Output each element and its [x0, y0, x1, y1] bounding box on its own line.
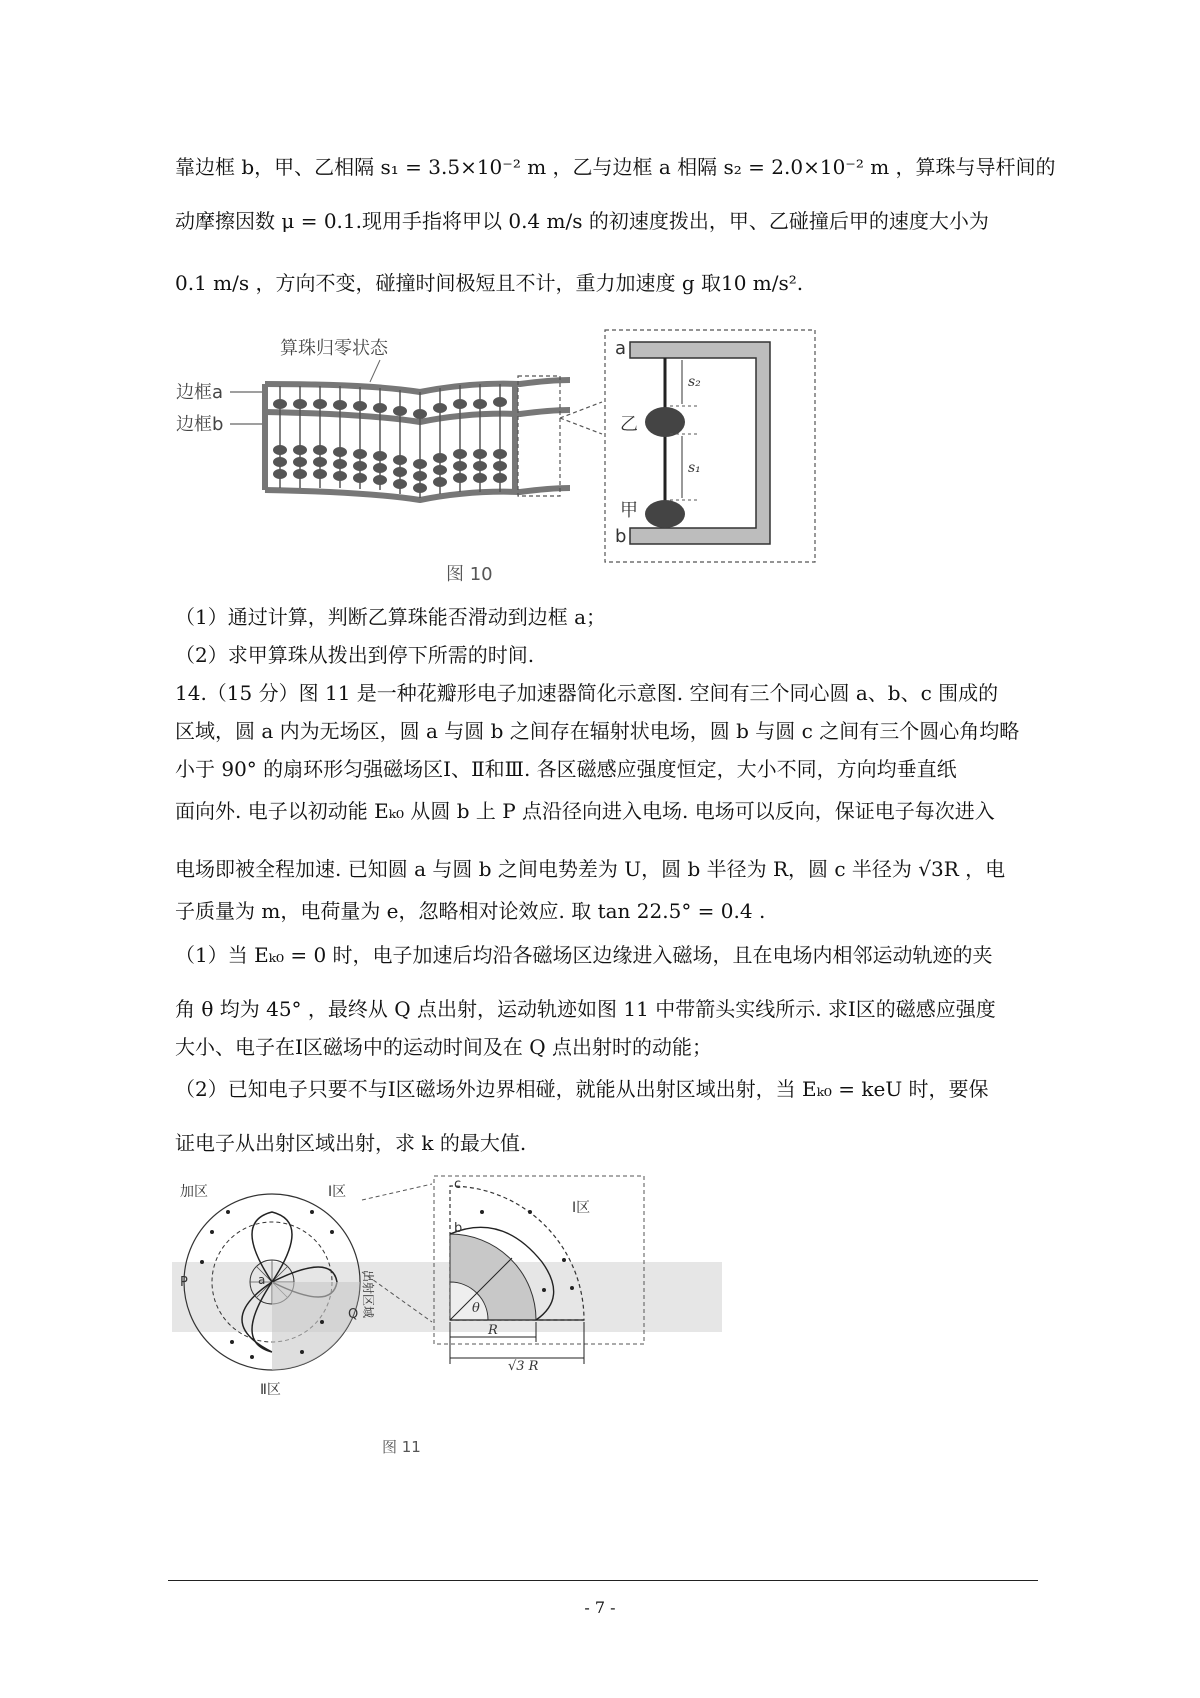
sub-question-2-line1: （2）已知电子只要不与Ⅰ区磁场外边界相碰，就能从出射区域出射，当 Eₖ₀ = keU 时，要保: [175, 1077, 989, 1101]
problem-14-line6: 子质量为 m，电荷量为 e，忽略相对论效应. 取 tan 22.5° = 0.4 .: [175, 899, 766, 923]
sub-question-2-line2: 证电子从出射区域出射，求 k 的最大值.: [175, 1131, 527, 1155]
fig11-b: b: [454, 1221, 463, 1236]
page-number: - 7 -: [584, 1598, 616, 1617]
fig11-region-II: Ⅱ区: [260, 1382, 281, 1398]
figure-10-abacus: [170, 322, 870, 622]
fig11-a: a: [258, 1273, 266, 1287]
fig10-s1: s₁: [688, 460, 701, 476]
fig11-exit: 出射区域: [361, 1270, 375, 1319]
fig11-region-I: Ⅰ区: [328, 1184, 347, 1200]
problem-14-line4: 面向外. 电子以初动能 Eₖ₀ 从圆 b 上 P 点沿径向进入电场. 电场可以反向，保证电子每次进入: [175, 799, 995, 823]
fig10-label-b: b: [615, 526, 627, 547]
bead-jia-mark: [645, 500, 685, 528]
paragraph-p1: 靠边框 b，甲、乙相隔 s₁ = 3.5×10⁻² m ，乙与边框 a 相隔 s₂ = 2.0×10⁻² m ，算珠与导杆间的: [175, 155, 1056, 179]
fig10-bead-jia: 甲: [620, 500, 638, 521]
fig11-Q: Q: [348, 1307, 359, 1322]
fig11-caption: 图 11: [382, 1438, 421, 1456]
fig10-bead-yi: 乙: [620, 414, 638, 435]
problem-14-line5: 电场即被全程加速. 已知圆 a 与圆 b 之间电势差为 U，圆 b 半径为 R，圆 c 半径为 √3R ，电: [175, 857, 1006, 881]
problem-14-line1: 14.（15 分）图 11 是一种花瓣形电子加速器简化示意图. 空间有三个同心圆 a、b、c 围成的: [175, 681, 999, 705]
problem-14-line3: 小于 90° 的扇环形匀强磁场区Ⅰ、Ⅱ和Ⅲ. 各区磁感应强度恒定，大小不同，方向均垂直纸: [175, 757, 957, 781]
abacus-body: [265, 380, 570, 500]
fig11-region-jia: 加区: [180, 1184, 208, 1200]
question-1: （1）通过计算，判断乙算珠能否滑动到边框 a；: [175, 605, 607, 629]
fig11-R: R: [488, 1323, 498, 1338]
fig10-caption: 图 10: [446, 564, 493, 585]
fig11-P: P: [180, 1275, 188, 1290]
question-2: （2）求甲算珠从拨出到停下所需的时间.: [175, 643, 535, 667]
sub-question-1-line1: （1）当 Eₖ₀ = 0 时，电子加速后均沿各磁场区边缘进入磁场，且在电场内相邻运动轨迹的夹: [175, 943, 993, 967]
fig10-frame-a: 边框a: [176, 382, 224, 403]
fig11-region-I-zoom: Ⅰ区: [572, 1200, 591, 1216]
sub-question-1-line3: 大小、电子在Ⅰ区磁场中的运动时间及在 Q 点出射时的动能；: [175, 1035, 713, 1059]
fig10-frame-b: 边框b: [176, 414, 224, 435]
fig10-s2: s₂: [688, 374, 701, 390]
sub-question-1-line2: 角 θ 均为 45° ，最终从 Q 点出射，运动轨迹如图 11 中带箭头实线所示. 求Ⅰ区的磁感应强度: [175, 997, 996, 1021]
figure-11-accelerator: [172, 1172, 722, 1562]
footer-rule: [168, 1580, 1038, 1581]
paragraph-p3: 0.1 m/s ，方向不变，碰撞时间极短且不计，重力加速度 g 取10 m/s².: [175, 271, 804, 295]
fig11-theta: θ: [472, 1301, 480, 1316]
bead-yi-mark: [645, 407, 685, 437]
fig11-c: c: [454, 1177, 462, 1192]
problem-14-line2: 区域，圆 a 内为无场区，圆 a 与圆 b 之间存在辐射状电场，圆 b 与圆 c 之间有三个圆心角均略: [175, 719, 1020, 743]
paragraph-p2: 动摩擦因数 μ = 0.1.现用手指将甲以 0.4 m/s 的初速度拨出，甲、乙碰撞后甲的速度大小为: [175, 209, 989, 233]
fig11-root3R: √3 R: [508, 1359, 539, 1374]
abacus-rods: [280, 384, 500, 498]
fig10-label-a: a: [615, 338, 627, 359]
fig10-title: 算珠归零状态: [280, 338, 388, 359]
